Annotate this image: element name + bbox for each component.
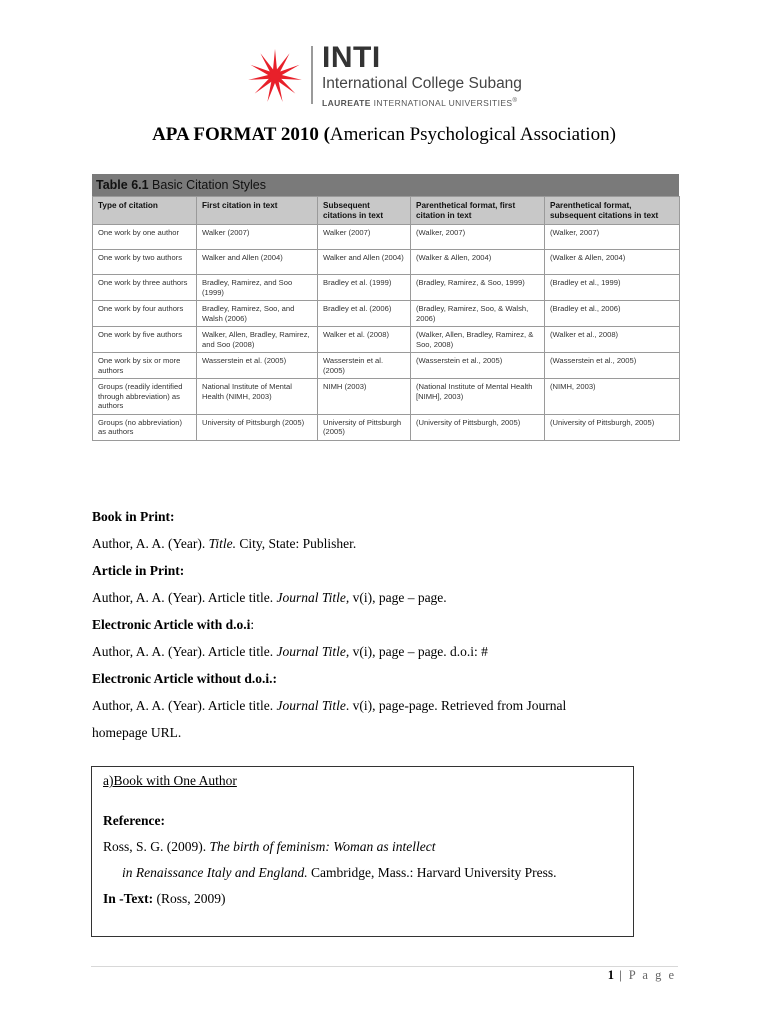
book-format: Author, A. A. (Year). Title. City, State: Publisher. — [92, 536, 357, 551]
table-cell: One work by two authors — [93, 250, 197, 275]
table-cell: (National Institute of Mental Health [NIMH], 2003) — [411, 379, 545, 415]
table-header-cell: First citation in text — [197, 197, 318, 225]
table-header-cell: Type of citation — [93, 197, 197, 225]
logo-tagline: LAUREATE INTERNATIONAL UNIVERSITIES® — [322, 97, 518, 108]
reference-formats — [92, 503, 672, 746]
table-cell: Bradley, Ramirez, Soo, and Walsh (2006) — [197, 301, 318, 327]
table-cell: (University of Pittsburgh, 2005) — [545, 414, 680, 440]
table-cell: Walker (2007) — [318, 225, 411, 250]
table-row — [93, 275, 680, 301]
logo-subtitle: International College Subang — [322, 75, 522, 92]
table-cell: (Walker, 2007) — [545, 225, 680, 250]
ea-nodoi-format-cont: homepage URL. — [92, 725, 182, 740]
table-header-row — [93, 197, 680, 225]
table-cell: One work by three authors — [93, 275, 197, 301]
ea-doi-format: Author, A. A. (Year). Article title. Journal Title, v(i), page – page. d.o.i: # — [92, 644, 488, 659]
table-cell: One work by five authors — [93, 327, 197, 353]
table-cell: (University of Pittsburgh, 2005) — [411, 414, 545, 440]
table-cell: (Walker, 2007) — [411, 225, 545, 250]
table-cell: Bradley, Ramirez, and Soo (1999) — [197, 275, 318, 301]
table-cell: National Institute of Mental Health (NIMH, 2003) — [197, 379, 318, 415]
table-body — [93, 225, 680, 441]
table-cell: One work by four authors — [93, 301, 197, 327]
table-header-cell: Parenthetical format, subsequent citations in text — [545, 197, 680, 225]
table-row — [93, 250, 680, 275]
table-cell: Bradley et al. (1999) — [318, 275, 411, 301]
logo-text — [322, 42, 522, 109]
citation-styles-table — [92, 174, 679, 441]
table-cell: University of Pittsburgh (2005) — [318, 414, 411, 440]
table-cell: Walker and Allen (2004) — [197, 250, 318, 275]
page-footer: 1 | P a g e — [607, 968, 676, 982]
page-title: APA FORMAT 2010 (American Psychological Association) — [152, 124, 616, 145]
table-cell: One work by one author — [93, 225, 197, 250]
table-cell: Wasserstein et al. (2005) — [197, 353, 318, 379]
table-cell: One work by six or more authors — [93, 353, 197, 379]
table-cell: Walker (2007) — [197, 225, 318, 250]
table-cell: (Bradley et al., 1999) — [545, 275, 680, 301]
logo-name: INTI — [322, 41, 381, 74]
table-header-cell: Subsequent citations in text — [318, 197, 411, 225]
table-row — [93, 225, 680, 250]
table-cell: Wasserstein et al. (2005) — [318, 353, 411, 379]
reference-line-2: in Renaissance Italy and England. Cambridge, Mass.: Harvard University Press. — [122, 865, 557, 880]
reference-line-1: Ross, S. G. (2009). The birth of feminism: Woman as intellect — [103, 839, 436, 854]
table-cell: (Walker, Allen, Bradley, Ramirez, & Soo, 2008) — [411, 327, 545, 353]
table-cell: (Bradley, Ramirez, & Soo, 1999) — [411, 275, 545, 301]
star-arm — [273, 49, 277, 72]
article-heading: Article in Print: — [92, 563, 185, 578]
table-cell: Groups (no abbreviation) as authors — [93, 414, 197, 440]
ea-nodoi-format: Author, A. A. (Year). Article title. Journal Title. v(i), page-page. Retrieved from Journal — [92, 698, 567, 713]
example-box — [91, 766, 634, 937]
logo-divider — [311, 46, 313, 104]
table-cell: (NIMH, 2003) — [545, 379, 680, 415]
table-cell: (Walker & Allen, 2004) — [411, 250, 545, 275]
table-cell: Walker et al. (2008) — [318, 327, 411, 353]
ea-doi-heading: Electronic Article with d.o.i: — [92, 617, 255, 632]
table-cell: (Bradley et al., 2006) — [545, 301, 680, 327]
article-format: Author, A. A. (Year). Article title. Journal Title, v(i), page – page. — [92, 590, 447, 605]
reference-label: Reference: — [103, 813, 165, 828]
table-cell: (Walker & Allen, 2004) — [545, 250, 680, 275]
intext-citation: In -Text: (Ross, 2009) — [103, 891, 226, 906]
table-cell: NIMH (2003) — [318, 379, 411, 415]
table-caption: Table 6.1 Basic Citation Styles — [92, 174, 679, 196]
table-cell: (Wasserstein et al., 2005) — [411, 353, 545, 379]
table-cell: (Walker et al., 2008) — [545, 327, 680, 353]
inti-star-icon — [245, 46, 305, 106]
footer-divider — [91, 966, 678, 967]
table-row — [93, 353, 680, 379]
table-cell: University of Pittsburgh (2005) — [197, 414, 318, 440]
table-row — [93, 414, 680, 440]
table-row — [93, 379, 680, 415]
table-cell: Groups (readily identified through abbreviation) as authors — [93, 379, 197, 415]
table-header-cell: Parenthetical format, first citation in text — [411, 197, 545, 225]
table-cell: (Wasserstein et al., 2005) — [545, 353, 680, 379]
table-cell: Walker, Allen, Bradley, Ramirez, and Soo (2008) — [197, 327, 318, 353]
table-cell: Bradley et al. (2006) — [318, 301, 411, 327]
book-heading: Book in Print: — [92, 509, 175, 524]
table-row — [93, 301, 680, 327]
table-cell: (Bradley, Ramirez, Soo, & Walsh, 2006) — [411, 301, 545, 327]
ea-nodoi-heading: Electronic Article without d.o.i.: — [92, 671, 277, 686]
example-heading: a)Book with One Author — [103, 773, 237, 788]
table-cell: Walker and Allen (2004) — [318, 250, 411, 275]
inti-logo — [245, 40, 545, 110]
table-row — [93, 327, 680, 353]
